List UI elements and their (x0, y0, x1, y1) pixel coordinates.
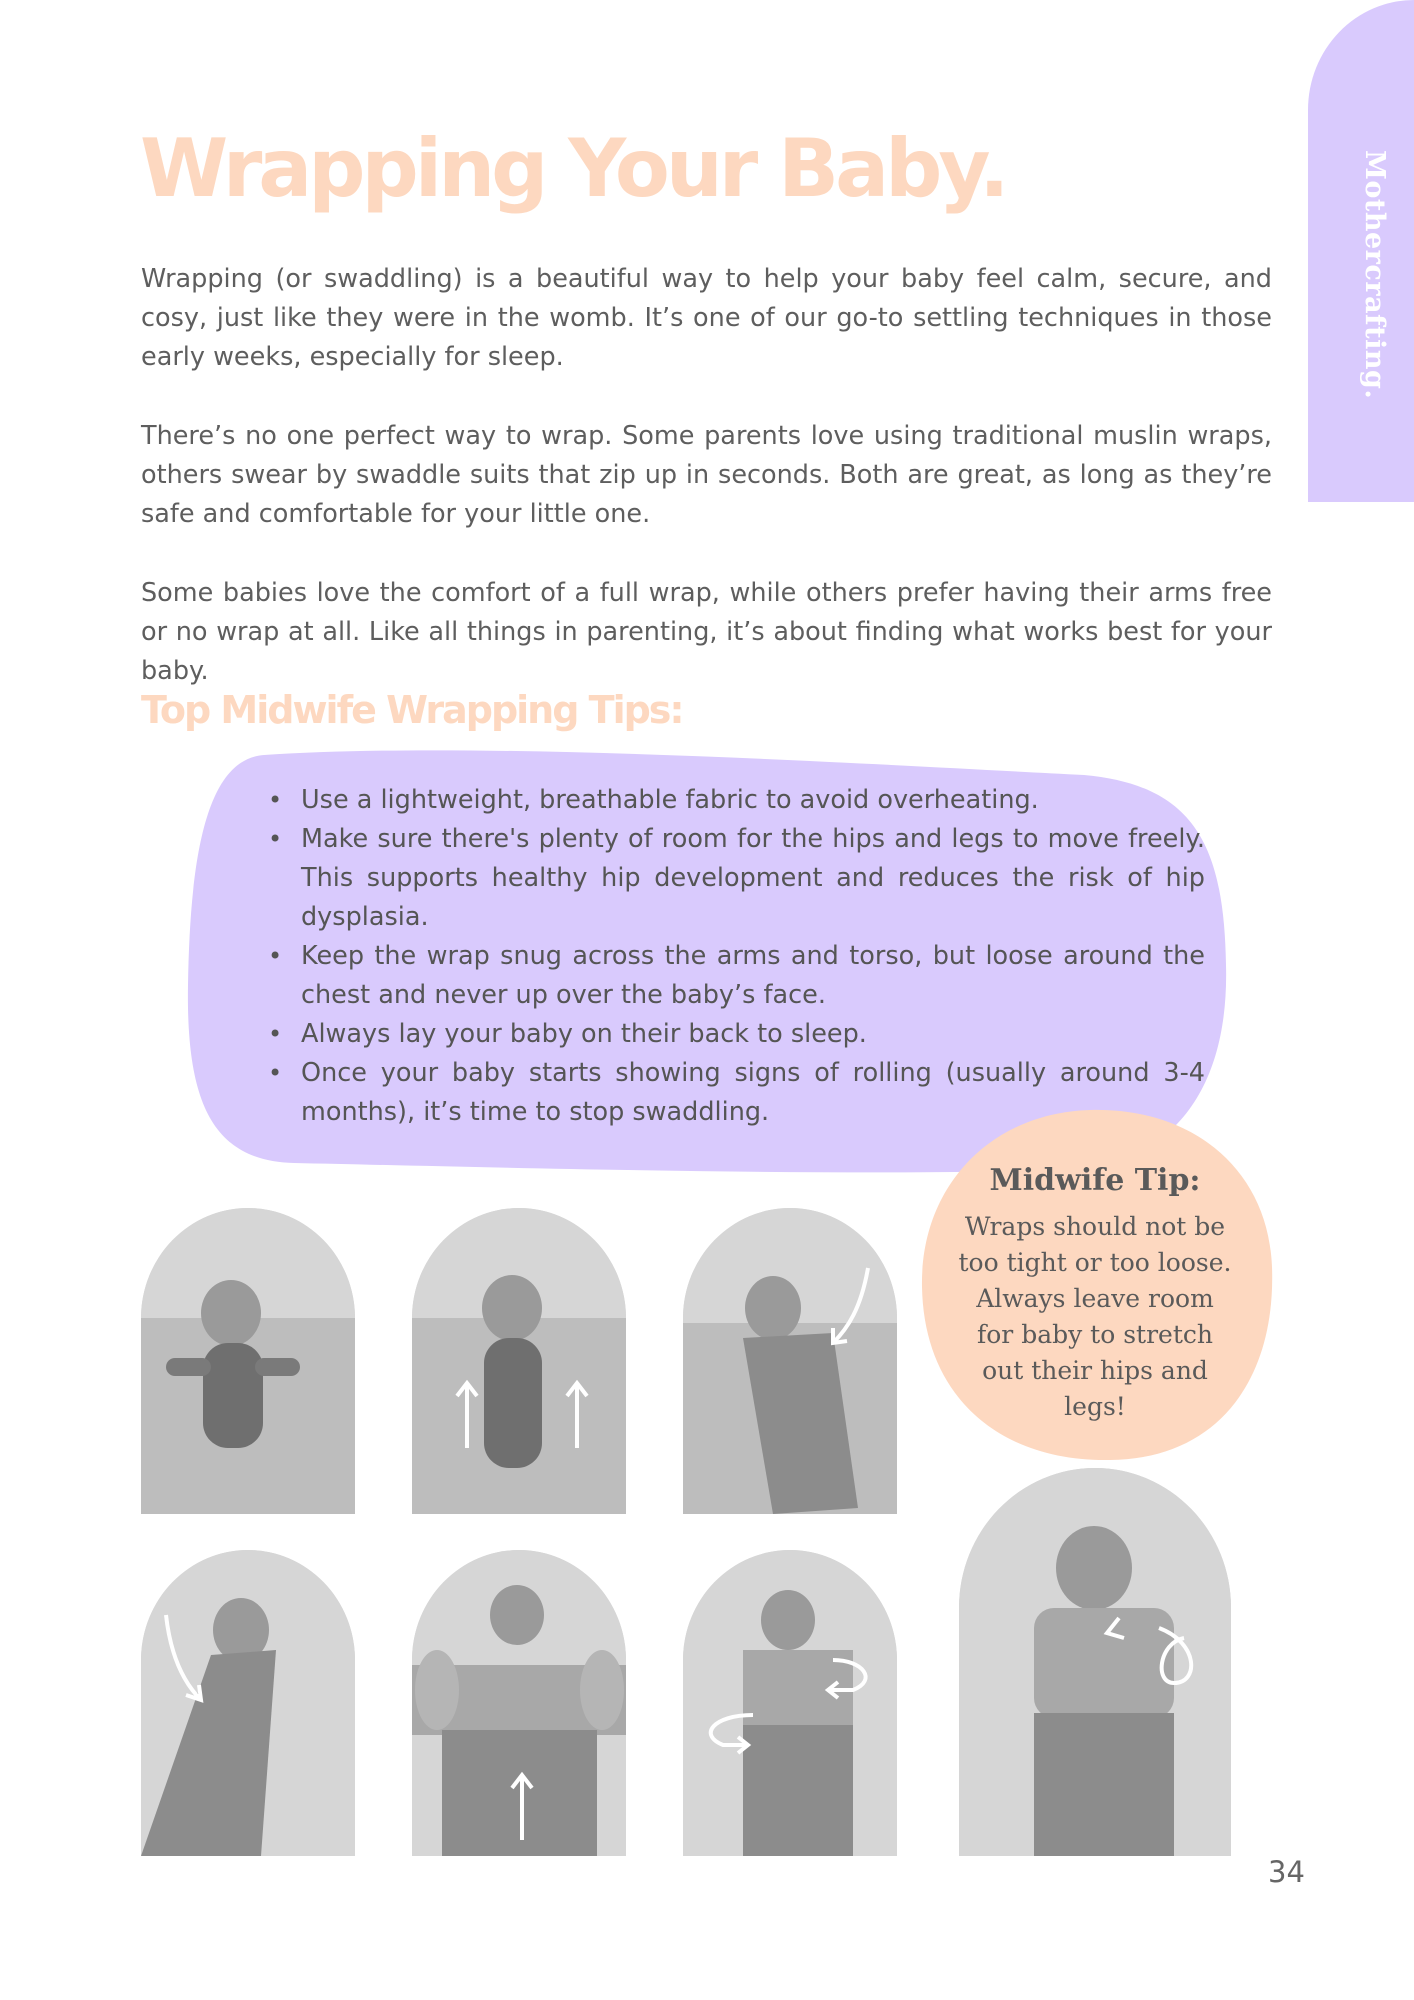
bullet-icon: • (268, 1020, 283, 1048)
wrap-step-photo-2 (412, 1208, 626, 1514)
tip-text: Keep the wrap snug across the arms and torso, but loose around the chest and never up over the baby’s face. (301, 941, 1205, 1010)
wrap-step-photo-4 (141, 1550, 355, 1856)
bullet-icon: • (268, 786, 283, 814)
page-title: Wrapping Your Baby. (140, 122, 1006, 215)
tip-item (268, 1015, 1205, 1054)
tip-item (268, 820, 1205, 937)
midwife-tip-text: Wraps should not be too tight or too loose. Always leave room for baby to stretch out their hips and legs! (958, 1212, 1232, 1421)
intro-paragraph-1: Wrapping (or swaddling) is a beautiful way to help your baby feel calm, secure, and cosy, just like they were in the womb. It’s one of our go-to settling techniques in those early weeks, especially for sleep. (141, 264, 1272, 372)
tip-text: Once your baby starts showing signs of rolling (usually around 3-4 months), it’s time to stop swaddling. (301, 1058, 1205, 1127)
tip-text: Make sure there's plenty of room for the hips and legs to move freely. This supports healthy hip development and reduces the risk of hip dysplasia. (301, 824, 1205, 932)
midwife-tip-title: Midwife Tip: (989, 1163, 1201, 1198)
tip-item (268, 781, 1205, 820)
wrap-step-photo-5 (412, 1550, 626, 1856)
tip-text: Use a lightweight, breathable fabric to avoid overheating. (301, 785, 1039, 815)
wrap-step-photo-1 (141, 1208, 355, 1514)
wrap-step-photo-6 (683, 1550, 897, 1856)
wrap-step-photo-3 (683, 1208, 897, 1514)
wrap-final-photo (959, 1468, 1231, 1856)
bullet-icon: • (268, 942, 283, 970)
page-number: 34 (1268, 1855, 1305, 1889)
intro-paragraph-2: There’s no one perfect way to wrap. Some parents love using traditional muslin wraps, others swear by swaddle suits that zip up in seconds. Both are great, as long as they’re safe and comfortable for your little one. (141, 421, 1272, 529)
tip-text: Always lay your baby on their back to sleep. (301, 1019, 867, 1049)
tips-heading: Top Midwife Wrapping Tips: (141, 688, 683, 732)
tip-item (268, 937, 1205, 1015)
tips-list (266, 781, 1205, 1132)
section-side-tab-label: Mothercrafting. (1359, 150, 1390, 400)
bullet-icon: • (268, 1059, 283, 1087)
intro-paragraph-3: Some babies love the comfort of a full wrap, while others prefer having their arms free or no wrap at all. Like all things in parenting, it’s about finding what works best for your baby. (141, 578, 1272, 686)
bullet-icon: • (268, 825, 283, 853)
